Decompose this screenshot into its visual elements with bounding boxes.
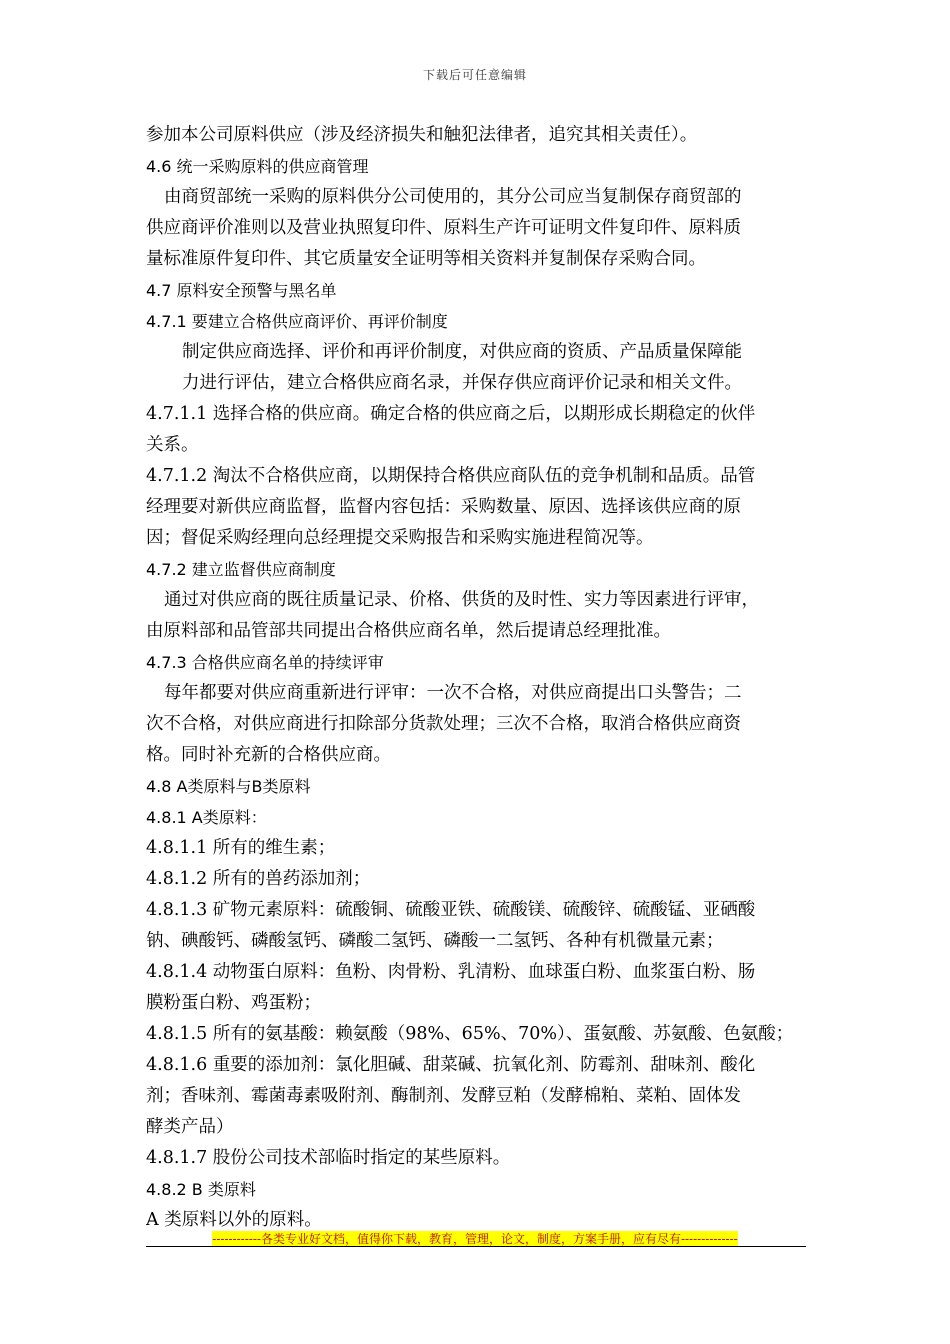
subsection-heading: 4.7.2 建立监督供应商制度: [146, 560, 336, 579]
section-heading: 4.6 统一采购原料的供应商管理: [146, 157, 369, 176]
paragraph-line: 供应商评价准则以及营业执照复印件、原料生产许可证明文件复印件、原料质: [146, 218, 741, 238]
list-item: 4.8.1.3 矿物元素原料：硫酸铜、硫酸亚铁、硫酸镁、硫酸锌、硫酸锰、亚硒酸: [146, 900, 756, 920]
list-item-continuation: 钠、碘酸钙、磷酸氢钙、磷酸二氢钙、磷酸一二氢钙、各种有机微量元素；: [146, 931, 724, 951]
list-item-continuation: 膜粉蛋白粉、鸡蛋粉；: [146, 993, 321, 1013]
document-body: [146, 120, 810, 1236]
list-item: 4.8.1.1 所有的维生素；: [146, 838, 336, 858]
footer-banner-text: ------------各类专业好文档，值得你下载，教育，管理，论文，制度，方案手册，应有尽有--------------: [212, 1232, 738, 1246]
section-heading: 4.7 原料安全预警与黑名单: [146, 281, 337, 300]
paragraph-line: 参加本公司原料供应（涉及经济损失和触犯法律者，追究其相关责任）。: [146, 125, 698, 145]
paragraph-line: 量标准原件复印件、其它质量安全证明等相关资料并复制保存采购合同。: [146, 249, 706, 269]
paragraph-line: 因；督促采购经理向总经理提交采购报告和采购实施进程简况等。: [146, 528, 654, 548]
section-heading: 4.8 A类原料与B类原料: [146, 777, 311, 796]
paragraph-line: 经理要对新供应商监督，监督内容包括：采购数量、原因、选择该供应商的原: [146, 497, 741, 517]
paragraph-line: 由原料部和品管部共同提出合格供应商名单，然后提请总经理批准。: [146, 621, 671, 641]
footer-divider: [146, 1246, 806, 1247]
paragraph-line: 格。同时补充新的合格供应商。: [146, 745, 391, 765]
list-item: 4.8.1.6 重要的添加剂：氯化胆碱、甜菜碱、抗氧化剂、防霉剂、甜味剂、酸化: [146, 1055, 756, 1075]
paragraph-line: 4.7.1.1 选择合格的供应商。确定合格的供应商之后，以期形成长期稳定的伙伴: [146, 404, 756, 424]
subsection-heading: 4.8.1 A类原料：: [146, 808, 267, 827]
list-item: 4.8.1.2 所有的兽药添加剂；: [146, 869, 371, 889]
list-item: 4.8.1.5 所有的氨基酸：赖氨酸（98%、65%、70%）、蛋氨酸、苏氨酸、色氨酸；: [146, 1024, 794, 1044]
paragraph-line: 每年都要对供应商重新进行评审：一次不合格，对供应商提出口头警告；二: [164, 683, 742, 703]
paragraph-line: 制定供应商选择、评价和再评价制度，对供应商的资质、产品质量保障能: [182, 342, 742, 362]
paragraph-line: A 类原料以外的原料。: [146, 1210, 322, 1230]
paragraph-line: 力进行评估，建立合格供应商名录，并保存供应商评价记录和相关文件。: [182, 373, 742, 393]
list-item: 4.8.1.7 股份公司技术部临时指定的某些原料。: [146, 1148, 511, 1168]
paragraph-line: 由商贸部统一采购的原料供分公司使用的，其分公司应当复制保存商贸部的: [164, 187, 742, 207]
paragraph-line: 关系。: [146, 435, 199, 455]
paragraph-line: 次不合格，对供应商进行扣除部分货款处理；三次不合格，取消合格供应商资: [146, 714, 741, 734]
paragraph-line: 通过对供应商的既往质量记录、价格、供货的及时性、实力等因素进行评审，: [164, 590, 759, 610]
paragraph-line: 4.7.1.2 淘汰不合格供应商，以期保持合格供应商队伍的竞争机制和品质。品管: [146, 466, 756, 486]
list-item-continuation: 剂；香味剂、霉菌毒素吸附剂、酶制剂、发酵豆粕（发酵棉粕、菜粕、固体发: [146, 1086, 741, 1106]
subsection-heading: 4.8.2 B 类原料: [146, 1180, 256, 1199]
list-item-continuation: 酵类产品）: [146, 1117, 234, 1137]
footer-banner: [0, 1228, 950, 1247]
list-item: 4.8.1.4 动物蛋白原料：鱼粉、肉骨粉、乳清粉、血球蛋白粉、血浆蛋白粉、肠: [146, 962, 756, 982]
subsection-heading: 4.7.3 合格供应商名单的持续评审: [146, 653, 384, 672]
page-header: 下载后可任意编辑: [422, 68, 527, 82]
subsection-heading: 4.7.1 要建立合格供应商评价、再评价制度: [146, 312, 448, 331]
